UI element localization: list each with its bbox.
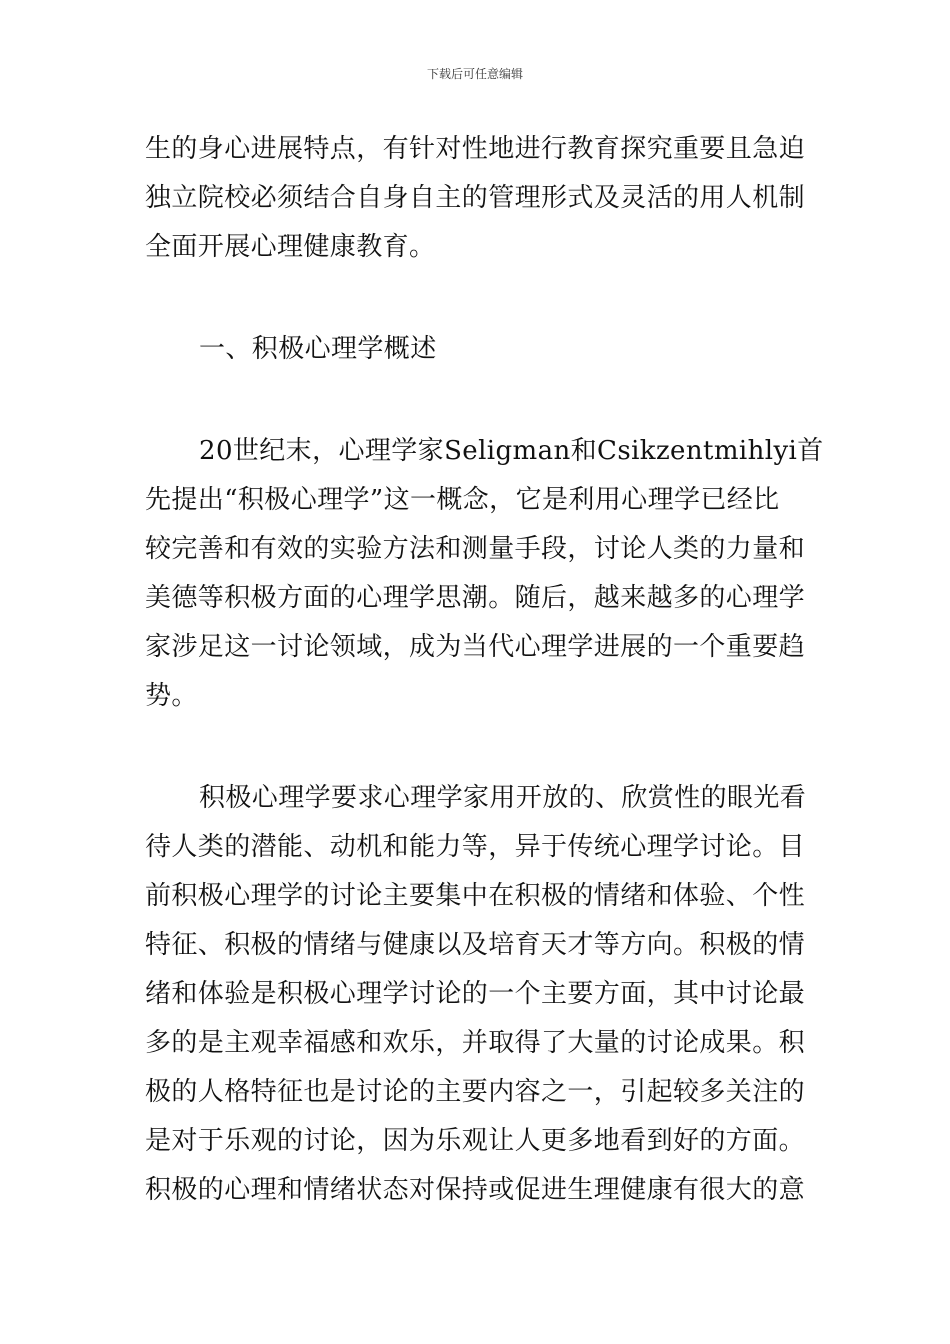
text-line: 20世纪末，心理学家Seligman和Csikzentmihlyi首 (199, 436, 824, 466)
text-line: 较完善和有效的实验方法和测量手段，讨论人类的力量和 (145, 534, 806, 564)
section-heading-text: 一、积极心理学概述 (199, 334, 437, 364)
text-line: 美德等积极方面的心理学思潮。随后，越来越多的心理学 (145, 583, 806, 613)
paragraph-intro-continuation (145, 125, 810, 272)
paragraph-gap (145, 374, 810, 427)
text-line: 积极的心理和情绪状态对保持或促进生理健康有很大的意 (145, 1175, 806, 1205)
text-line: 全面开展心理健康教育。 (145, 232, 436, 262)
text-line: 绪和体验是积极心理学讨论的一个主要方面，其中讨论最 (145, 979, 806, 1009)
text-line: 家涉足这一讨论领域，成为当代心理学进展的一个重要趋 (145, 632, 806, 662)
text-line: 是对于乐观的讨论，因为乐观让人更多地看到好的方面。 (145, 1126, 806, 1156)
text-line: 极的人格特征也是讨论的主要内容之一，引起较多关注的 (145, 1077, 806, 1107)
text-line: 待人类的潜能、动机和能力等，异于传统心理学讨论。目 (145, 832, 806, 862)
text-line: 特征、积极的情绪与健康以及培育天才等方向。积极的情 (145, 930, 806, 960)
paragraph-gap (145, 721, 810, 774)
paragraph-gap (145, 272, 810, 325)
page-header: 下载后可任意编辑 (426, 67, 523, 81)
text-line: 生的身心进展特点，有针对性地进行教育探究重要且急迫 (145, 134, 806, 164)
document-body (145, 125, 824, 1215)
text-line: 前积极心理学的讨论主要集中在积极的情绪和体验、个性 (145, 881, 806, 911)
paragraph-positive-psychology-research (145, 774, 810, 1215)
text-line: 多的是主观幸福感和欢乐，并取得了大量的讨论成果。积 (145, 1028, 806, 1058)
paragraph-positive-psychology-origin (145, 427, 824, 721)
text-line: 先提出“积极心理学”这一概念，它是利用心理学已经比 (145, 485, 780, 515)
text-line: 势。 (145, 681, 198, 711)
text-line: 独立院校必须结合自身自主的管理形式及灵活的用人机制 (145, 183, 806, 213)
section-heading (145, 325, 810, 374)
text-line: 积极心理学要求心理学家用开放的、欣赏性的眼光看 (199, 783, 807, 813)
